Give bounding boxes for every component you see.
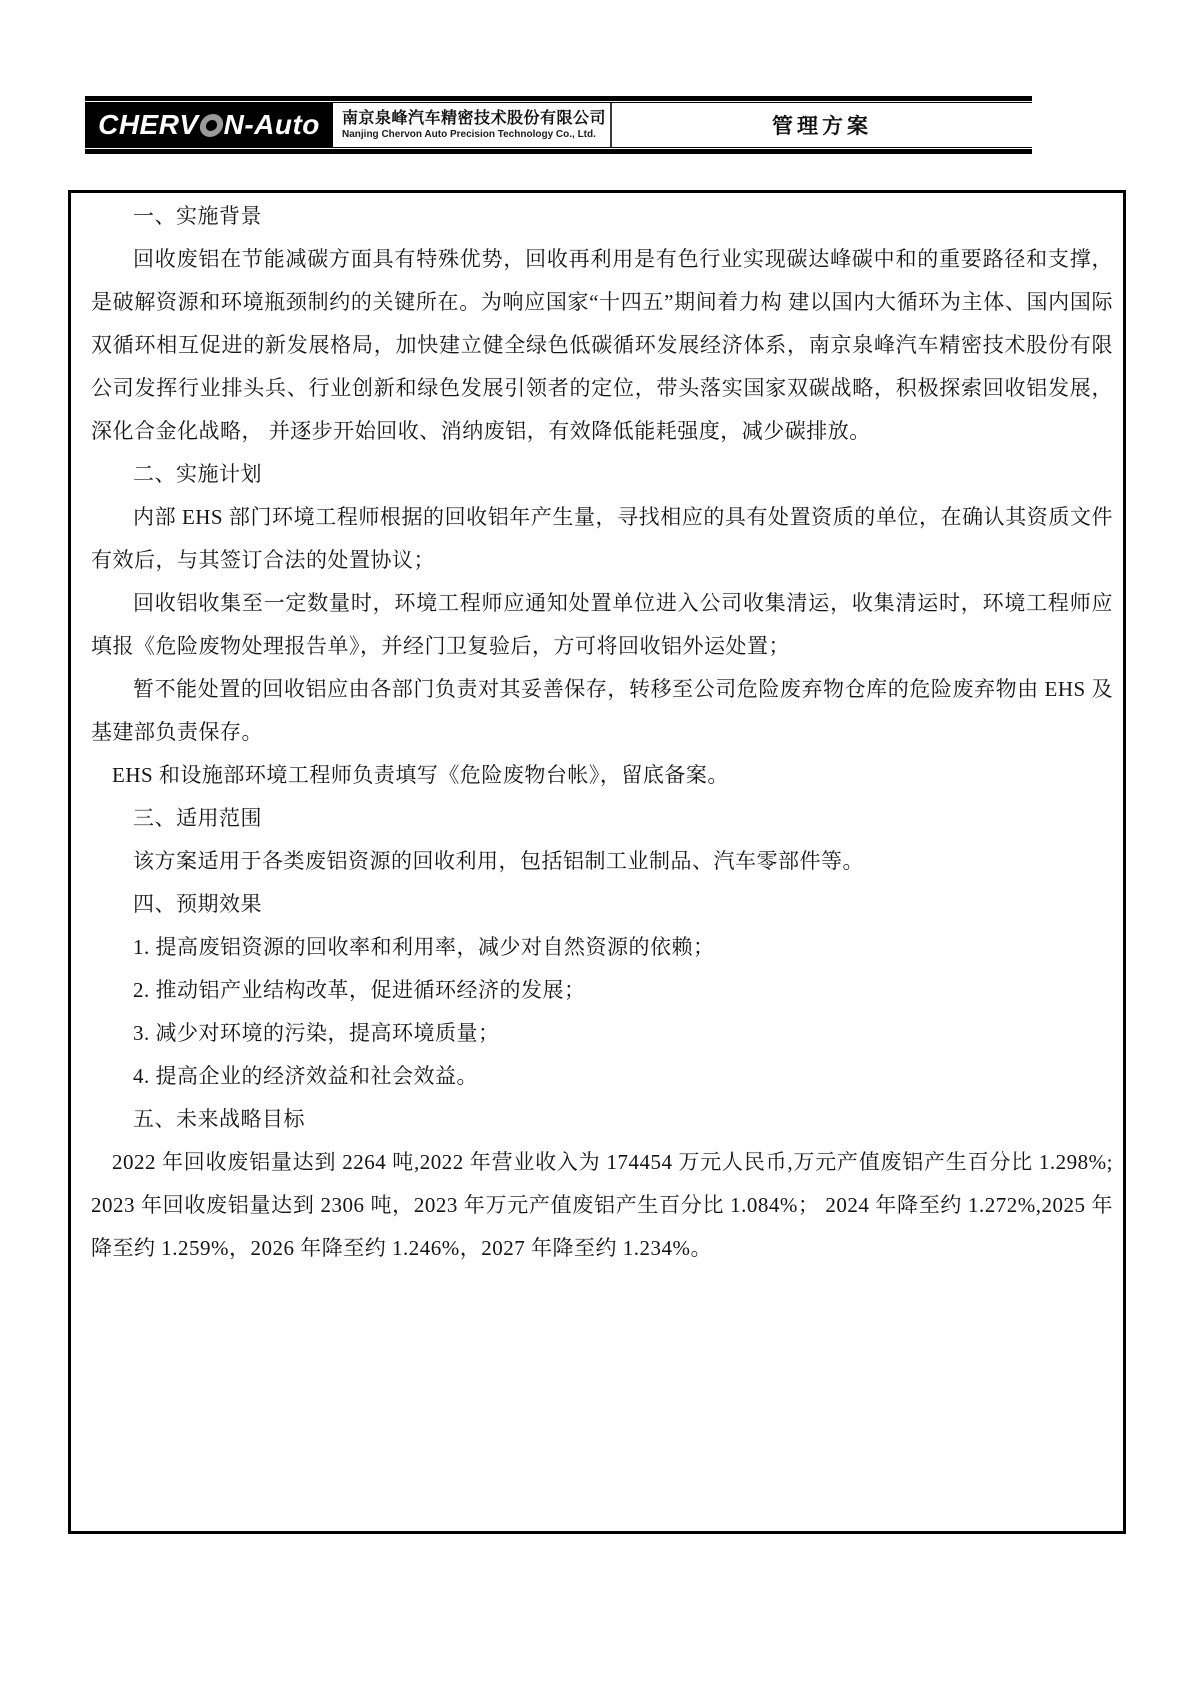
paragraph-strategic-goals: 2022 年回收废铝量达到 2264 吨,2022 年营业收入为 174454 万元人民币,万元产值废铝产生百分比 1.298%; 2023 年回收废铝量达到 2306 吨，2023 年万元产值废铝产生百分比 1.084%； 2024 年降至约 1.272%,2025 年降至约 1.259%，2026 年降至约 1.246%，2027 年降至约 1.234%。 xyxy=(91,1150,1113,1260)
heading-future-strategic-goals: 五、未来战略目标 xyxy=(133,1107,305,1131)
paragraph-scope: 该方案适用于各类废铝资源的回收利用，包括铝制工业制品、汽车零部件等。 xyxy=(133,849,864,873)
heading-implementation-background: 一、实施背景 xyxy=(133,204,262,228)
document-body xyxy=(68,190,1126,1534)
company-logo xyxy=(85,103,333,147)
logo-wordmark xyxy=(98,109,320,141)
paragraph-plan-collection: 回收铝收集至一定数量时，环境工程师应通知处置单位进入公司收集清运，收集清运时，环境工程师应填报《危险废物处理报告单》，并经门卫复验后，方可将回收铝外运处置； xyxy=(91,591,1113,658)
company-name-cn: 南京泉峰汽车精密技术股份有限公司 xyxy=(342,110,607,127)
logo-letter-o-ring-icon xyxy=(198,114,224,137)
paragraph-plan-storage: 暂不能处置的回收铝应由各部门负责对其妥善保存，转移至公司危险废弃物仓库的危险废弃物由 EHS 及基建部负责保存。 xyxy=(91,677,1113,744)
paragraph-plan-ehs-engineer: 内部 EHS 部门环境工程师根据的回收铝年产生量，寻找相应的具有处置资质的单位，在确认其资质文件有效后，与其签订合法的处置协议； xyxy=(91,505,1113,572)
document-header xyxy=(85,96,1032,154)
heading-expected-results: 四、预期效果 xyxy=(133,892,262,916)
document-title: 管理方案 xyxy=(772,115,872,138)
list-item-result-4: 4. 提高企业的经济效益和社会效益。 xyxy=(133,1064,478,1088)
list-item-result-2: 2. 推动铝产业结构改革，促进循环经济的发展； xyxy=(133,978,586,1002)
header-row xyxy=(85,102,1032,148)
list-item-result-1: 1. 提高废铝资源的回收率和利用率，减少对自然资源的依赖； xyxy=(133,935,715,959)
heading-implementation-plan: 二、实施计划 xyxy=(133,462,262,486)
company-name-block xyxy=(333,103,612,147)
paragraph-plan-ledger: EHS 和设施部环境工程师负责填写《危险废物台帐》，留底备案。 xyxy=(112,763,729,787)
heading-applicable-scope: 三、适用范围 xyxy=(133,806,262,830)
logo-text-prefix: CHERV xyxy=(98,109,199,140)
logo-text-suffix: N-Auto xyxy=(223,109,320,140)
paragraph-background: 回收废铝在节能减碳方面具有特殊优势，回收再利用是有色行业实现碳达峰碳中和的重要路径和支撑，是破解资源和环境瓶颈制约的关键所在。为响应国家“十四五”期间着力构 建以国内大循环为主体、国内国际双循环相互促进的新发展格局，加快建立健全绿色低碳循环发展经济体系，南京泉峰汽车精密技术股份有限公司发挥行业排头兵、行业创新和绿色发展引领者的定位，带头落实国家双碳战略，积极探索回收铝发展，深化合金化战略， 并逐步开始回收、消纳废铝，有效降低能耗强度，减少碳排放。 xyxy=(91,247,1113,443)
company-name-en: Nanjing Chervon Auto Precision Technology Co., Ltd. xyxy=(342,129,596,140)
list-item-result-3: 3. 减少对环境的污染，提高环境质量； xyxy=(133,1021,500,1045)
